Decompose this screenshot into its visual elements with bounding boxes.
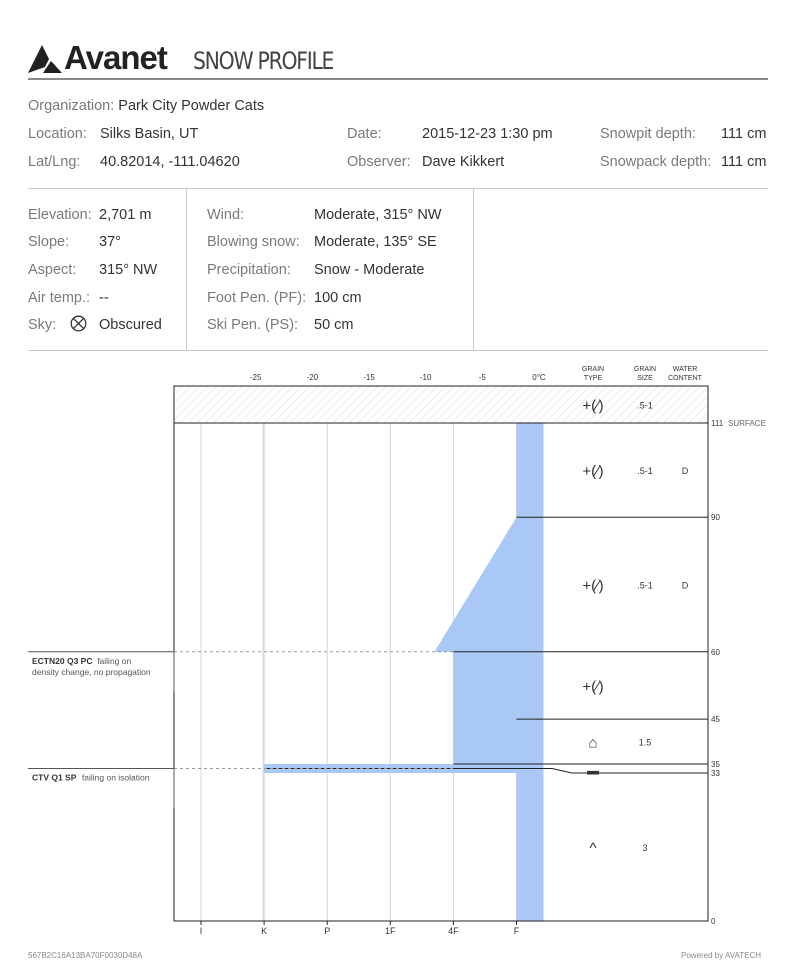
temp-tick-label: -15 bbox=[363, 373, 375, 382]
location-value: Silks Basin, UT bbox=[100, 126, 199, 142]
chart-frame bbox=[174, 386, 708, 921]
boundary-label: 90 bbox=[711, 513, 720, 523]
latlng-value: 40.82014, -111.04620 bbox=[100, 154, 240, 170]
hardness-tick-label: I bbox=[199, 926, 203, 936]
conditions-divider-1 bbox=[186, 189, 187, 350]
hardness-tick-label: F bbox=[513, 926, 520, 936]
brand-name: Avanet bbox=[64, 39, 167, 76]
boundary-label: 60 bbox=[711, 647, 720, 657]
precipitation-field bbox=[207, 261, 425, 279]
wind-field bbox=[207, 206, 442, 224]
aspect-value: 315° NW bbox=[99, 262, 158, 278]
boundary-label: 111 bbox=[711, 419, 724, 428]
hardness-fill-segment bbox=[434, 517, 543, 652]
layer-grain-type: +(⁄) bbox=[582, 463, 604, 481]
layer-grain-size: .5-1 bbox=[637, 580, 653, 591]
organization-label: Organization: bbox=[28, 98, 115, 114]
aspect-field bbox=[28, 261, 158, 279]
foot-pen-field bbox=[207, 289, 362, 307]
boundary-label: 45 bbox=[711, 715, 720, 725]
slope-label: Slope: bbox=[28, 234, 70, 250]
temp-tick-label: -5 bbox=[478, 373, 486, 382]
foot-pen-label: Foot Pen. (PF): bbox=[207, 290, 307, 306]
layer-grain-type: +(⁄) bbox=[582, 678, 604, 696]
column-header: CONTENT bbox=[668, 375, 702, 382]
surface-grain-type: +(⁄) bbox=[582, 397, 604, 415]
temp-tick-label: -10 bbox=[419, 373, 432, 382]
date-value: 2015-12-23 1:30 pm bbox=[422, 126, 553, 142]
column-header: GRAIN bbox=[581, 366, 605, 373]
foot-pen-value: 100 cm bbox=[314, 290, 362, 306]
header-bar bbox=[28, 40, 768, 80]
snowpit-depth-label: Snowpit depth: bbox=[600, 126, 696, 142]
layer-water-content: D bbox=[681, 580, 689, 591]
hardness-tick-label: 1F bbox=[385, 926, 396, 936]
info-divider bbox=[28, 188, 768, 189]
powered-by: Powered by AVATECH bbox=[681, 951, 762, 960]
test-description: failing on isolation bbox=[81, 772, 150, 783]
layer-grain-type: +(⁄) bbox=[582, 577, 604, 595]
snowpit-depth-value: 111 cm bbox=[721, 126, 767, 142]
temp-tick-label: 0°C bbox=[532, 373, 546, 382]
observer-field bbox=[347, 153, 505, 171]
conditions-divider-2 bbox=[473, 189, 474, 350]
test-code: CTV Q1 SP bbox=[32, 772, 77, 783]
snowpack-depth-value: 111 cm bbox=[721, 154, 767, 170]
layer-grain-type: ▬ bbox=[587, 763, 599, 778]
snowpack-depth-label: Snowpack depth: bbox=[600, 154, 712, 170]
layer-grain-size: 3 bbox=[642, 842, 648, 853]
ski-pen-value: 50 cm bbox=[314, 317, 354, 333]
surface-label: SURFACE bbox=[728, 419, 766, 428]
date-field bbox=[347, 125, 553, 143]
boundary-label: 0 bbox=[711, 917, 716, 926]
air-temp-value: -- bbox=[99, 290, 109, 306]
layer-water-content: D bbox=[681, 466, 689, 477]
ski-pen-label: Ski Pen. (PS): bbox=[207, 317, 299, 333]
blowing-snow-label: Blowing snow: bbox=[207, 234, 300, 250]
elevation-label: Elevation: bbox=[28, 207, 92, 223]
boundary-label: 35 bbox=[711, 759, 720, 769]
avanet-logo-icon bbox=[28, 43, 62, 73]
hardness-fill-segment bbox=[453, 652, 543, 764]
precipitation-value: Snow - Moderate bbox=[314, 262, 425, 278]
location-field bbox=[28, 125, 199, 143]
hardness-tick-label: K bbox=[261, 926, 268, 936]
test-description: failing on bbox=[97, 655, 132, 666]
date-label: Date: bbox=[347, 126, 382, 142]
sky-value: Obscured bbox=[99, 317, 162, 333]
column-header: GRAIN bbox=[633, 366, 657, 373]
wind-value: Moderate, 315° NW bbox=[314, 207, 442, 223]
brand-subtitle: SNOW PROFILE bbox=[193, 47, 334, 75]
obscured-icon bbox=[70, 315, 87, 332]
latlng-label: Lat/Lng: bbox=[28, 154, 81, 170]
conditions-divider-bottom bbox=[28, 350, 768, 351]
column-header: SIZE bbox=[637, 375, 653, 382]
snowpack-depth-field bbox=[600, 153, 767, 171]
hardness-fill-segment bbox=[517, 773, 544, 921]
boundary-label: 33 bbox=[711, 768, 720, 778]
blowing-snow-value: Moderate, 135° SE bbox=[314, 234, 437, 250]
layer-grain-type: ⌂ bbox=[588, 734, 598, 752]
above-surface-hatch bbox=[174, 386, 708, 423]
layer-grain-size: .5-1 bbox=[637, 466, 653, 477]
air-temp-label: Air temp.: bbox=[28, 290, 91, 306]
observer-label: Observer: bbox=[347, 154, 411, 170]
organization-field bbox=[28, 97, 264, 115]
hardness-fill-segment bbox=[517, 423, 544, 517]
blowing-snow-field bbox=[207, 233, 437, 251]
layer-grain-type: ^ bbox=[589, 839, 597, 857]
elevation-value: 2,701 m bbox=[99, 207, 152, 223]
profile-id: 567B2C16A13BA70F0030D48A bbox=[28, 951, 143, 960]
temp-tick-label: -25 bbox=[249, 373, 262, 382]
layer-grain-size: 1.5 bbox=[638, 737, 652, 748]
test-description: density change, no propagation bbox=[32, 666, 151, 677]
snowpit-depth-field bbox=[600, 125, 767, 143]
observer-value: Dave Kikkert bbox=[422, 154, 505, 170]
slope-value: 37° bbox=[99, 234, 121, 250]
organization-value: Park City Powder Cats bbox=[118, 98, 265, 114]
hardness-tick-label: 4F bbox=[448, 926, 459, 936]
precipitation-label: Precipitation: bbox=[207, 262, 291, 278]
aspect-label: Aspect: bbox=[28, 262, 77, 278]
elevation-field bbox=[28, 206, 152, 224]
air-temp-field bbox=[28, 289, 109, 307]
column-header: WATER bbox=[672, 366, 698, 373]
location-label: Location: bbox=[28, 126, 87, 142]
test-code: ECTN20 Q3 PC bbox=[32, 655, 93, 666]
hardness-tick-label: P bbox=[324, 926, 331, 936]
column-header: TYPE bbox=[583, 375, 603, 382]
ski-pen-field bbox=[207, 316, 354, 334]
temp-tick-label: -20 bbox=[306, 373, 319, 382]
sky-label: Sky: bbox=[28, 317, 57, 333]
latlng-field bbox=[28, 153, 240, 171]
surface-grain-size: .5-1 bbox=[637, 400, 653, 411]
sky-field bbox=[28, 316, 162, 334]
wind-label: Wind: bbox=[207, 207, 245, 223]
slope-field bbox=[28, 233, 121, 251]
snow-profile-chart bbox=[0, 355, 800, 945]
